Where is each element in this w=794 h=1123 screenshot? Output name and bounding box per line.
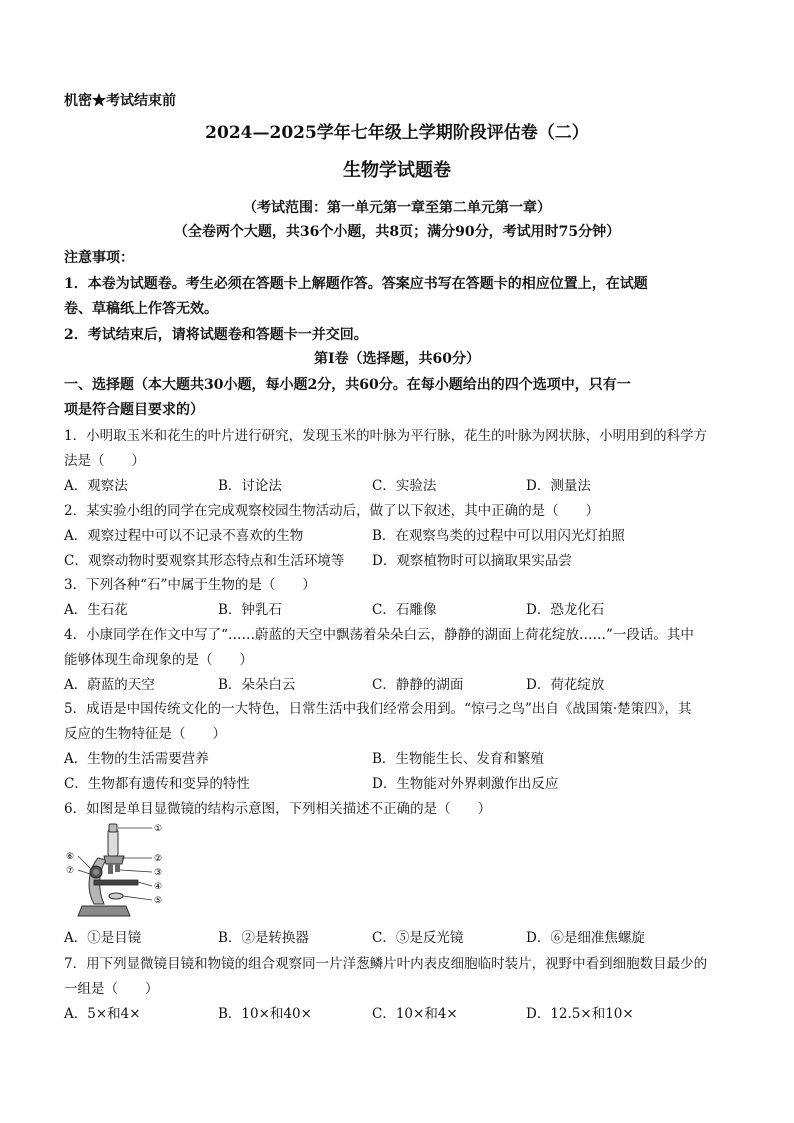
figure-label: ④ xyxy=(154,882,163,892)
exam-scope: （考试范围：第一单元第一章至第二单元第一章） xyxy=(243,200,551,216)
option-c: C．10×和4× xyxy=(372,1006,458,1022)
option-d: D．⑥是细准焦螺旋 xyxy=(526,930,645,946)
note-item: 2．考试结束后，请将试题卷和答题卡一并交回。 xyxy=(64,327,368,343)
section-instructions: 一、选择题（本大题共30小题，每小题2分，共60分。在每小题给出的四个选项中，只有一 xyxy=(64,377,631,393)
option-d: D．12.5×和10× xyxy=(526,1006,634,1022)
option-a: A．①是目镜 xyxy=(64,930,142,946)
exam-info: （全卷两个大题，共36个小题，共8页；满分90分，考试用时75分钟） xyxy=(173,224,621,240)
option-c: C．静静的湖面 xyxy=(372,677,464,693)
question-stem: 能够体现生命现象的是（ ） xyxy=(64,652,253,668)
figure-label: ⑤ xyxy=(154,896,163,906)
section-instructions: 项是符合题目要求的） xyxy=(64,402,204,418)
question-stem: 7．用下列显微镜目镜和物镜的组合观察同一片洋葱鳞片叶内表皮细胞临时装片，视野中看到细胞数目最少的 xyxy=(64,956,708,972)
option-d: D．观察植物时可以摘取果实品尝 xyxy=(372,553,572,569)
figure-label: ⑥ xyxy=(66,852,75,862)
option-c: C．观察动物时要观察其形态特点和生活环境等 xyxy=(64,553,345,569)
option-b: B．生物能生长、发育和繁殖 xyxy=(372,751,544,767)
figure-label: ② xyxy=(154,854,163,864)
option-d: D．测量法 xyxy=(526,478,591,494)
microscope-diagram xyxy=(64,820,174,920)
option-a: A．观察法 xyxy=(64,478,128,494)
question-stem: 反应的生物特征是（ ） xyxy=(64,726,226,742)
question-stem: 2．某实验小组的同学在完成观察校园生物活动后，做了以下叙述，其中正确的是（ ） xyxy=(64,503,600,519)
option-b: B．在观察鸟类的过程中可以用闪光灯拍照 xyxy=(372,528,625,544)
option-d: D．恐龙化石 xyxy=(526,602,605,618)
option-b: B．②是转换器 xyxy=(218,930,309,946)
exam-title: 2024—2025学年七年级上学期阶段评估卷（二） xyxy=(205,123,589,143)
option-a: A．生物的生活需要营养 xyxy=(64,751,209,767)
option-b: B．朵朵白云 xyxy=(218,677,296,693)
option-c: C．生物都有遗传和变异的特性 xyxy=(64,776,250,792)
note-item: 卷、草稿纸上作答无效。 xyxy=(64,301,218,317)
option-b: B．讨论法 xyxy=(218,478,282,494)
option-b: B．钟乳石 xyxy=(218,602,282,618)
option-a: A．5×和4× xyxy=(64,1006,141,1022)
part1-title: 第Ⅰ卷（选择题，共60分） xyxy=(313,351,481,367)
figure-label: ① xyxy=(154,824,163,834)
confidential-mark: 机密★考试结束前 xyxy=(64,93,176,109)
exam-subtitle: 生物学试题卷 xyxy=(343,160,451,181)
option-c: C．石雕像 xyxy=(372,602,437,618)
question-stem: 法是（ ） xyxy=(64,453,145,469)
figure-label: ③ xyxy=(154,868,163,878)
question-stem: 一组是（ ） xyxy=(64,981,159,997)
option-d: D．荷花绽放 xyxy=(526,677,605,693)
figure-label: ⑦ xyxy=(66,866,75,876)
question-stem: 6．如图是单目显微镜的结构示意图，下列相关描述不正确的是（ ） xyxy=(64,801,492,817)
option-d: D．生物能对外界刺激作出反应 xyxy=(372,776,559,792)
question-stem: 5．成语是中国传统文化的一大特色，日常生活中我们经常会用到。“惊弓之鸟”出自《战国策·楚策四》，其 xyxy=(64,701,692,717)
option-a: A．观察过程中可以不记录不喜欢的生物 xyxy=(64,528,304,544)
note-item: 1．本卷为试题卷。考生必须在答题卡上解题作答。答案应书写在答题卡的相应位置上，在试题 xyxy=(64,276,648,292)
option-c: C．⑤是反光镜 xyxy=(372,930,464,946)
question-stem: 1．小明取玉米和花生的叶片进行研究，发现玉米的叶脉为平行脉，花生的叶脉为网状脉，小明用到的科学方 xyxy=(64,428,708,444)
question-stem: 3．下列各种“石”中属于生物的是（ ） xyxy=(64,577,316,593)
option-c: C．实验法 xyxy=(372,478,437,494)
notes-heading: 注意事项： xyxy=(64,250,134,266)
microscope-figure xyxy=(64,820,174,920)
question-stem: 4．小康同学在作文中写了“……蔚蓝的天空中飘荡着朵朵白云，静静的湖面上荷花绽放……”一段话。其中 xyxy=(64,627,694,643)
option-b: B．10×和40× xyxy=(218,1006,312,1022)
option-a: A．生石花 xyxy=(64,602,128,618)
option-a: A．蔚蓝的天空 xyxy=(64,677,155,693)
